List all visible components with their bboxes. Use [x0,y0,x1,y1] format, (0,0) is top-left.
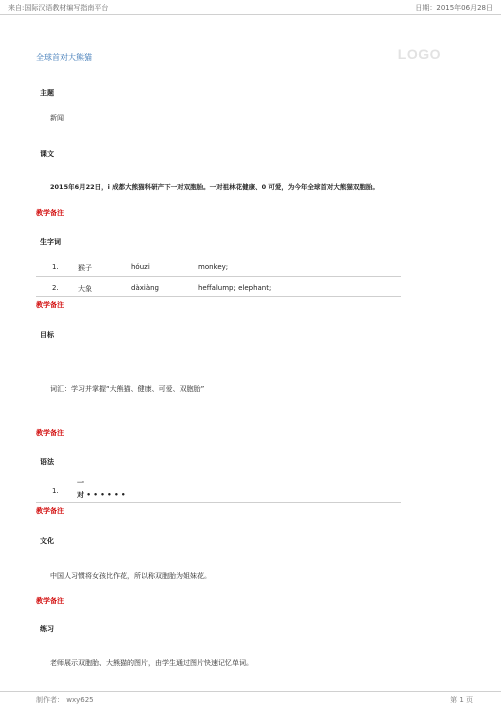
vocab-english: monkey; [198,263,229,271]
document-title: 全球首对大熊猫 [36,53,92,62]
section-heading-grammar: 语法 [40,458,54,466]
teaching-note-5: 教学备注 [36,597,64,605]
culture-content: 中国人习惯将女孩比作花，所以称双胞胎为姐妹花。 [50,572,211,580]
vocab-row-divider [36,276,401,277]
topic-content: 新闻 [50,114,64,122]
header-date: 日期：2015年06月28日 [415,4,493,12]
lesson-text: 2015年6月22日，i 成都大熊猫科研产下一对双胞胎。一对祖林花健康、0 可爱，为今年全球首对大熊猫双胞胎。 [50,183,379,191]
goal-content: 词汇：学习并掌握“大熊猫、健康、可爱、双胞胎” [50,385,205,393]
teaching-note-2: 教学备注 [36,301,64,309]
grammar-item-num: 1. [52,487,59,495]
header-source: 来自:国际汉语教材编写指南平台 [8,4,109,12]
vocab-num: 2. [52,284,59,292]
grammar-item-mark: 一 [77,479,84,487]
vocab-hanzi: 大象 [78,285,92,293]
section-heading-goal: 目标 [40,331,54,339]
header-divider [0,14,501,15]
footer-divider [0,691,501,692]
grammar-item-text: 对 • • • • • • [77,491,126,499]
footer-page-number: 第 1 页 [450,696,473,704]
vocab-num: 1. [52,263,59,271]
section-heading-practice: 练习 [40,625,54,633]
vocab-row-divider [36,296,401,297]
logo: LOGO [397,46,441,62]
section-heading-culture: 文化 [40,537,54,545]
section-heading-text: 课文 [40,150,54,158]
teaching-note-1: 教学备注 [36,209,64,217]
teaching-note-3: 教学备注 [36,429,64,437]
vocab-hanzi: 猴子 [78,264,92,272]
vocab-pinyin: dàxiàng [131,284,159,292]
section-heading-vocab: 生字词 [40,238,61,246]
vocab-english: heffalump; elephant; [198,284,272,292]
vocab-pinyin: hóuzi [131,263,150,271]
practice-content: 老师展示双胞胎、大熊猫的图片，由学生通过图片快速记忆单词。 [50,659,253,667]
teaching-note-4: 教学备注 [36,507,64,515]
footer-author: 制作者： wxy625 [36,696,94,704]
section-heading-topic: 主题 [40,89,54,97]
grammar-divider [36,502,401,503]
